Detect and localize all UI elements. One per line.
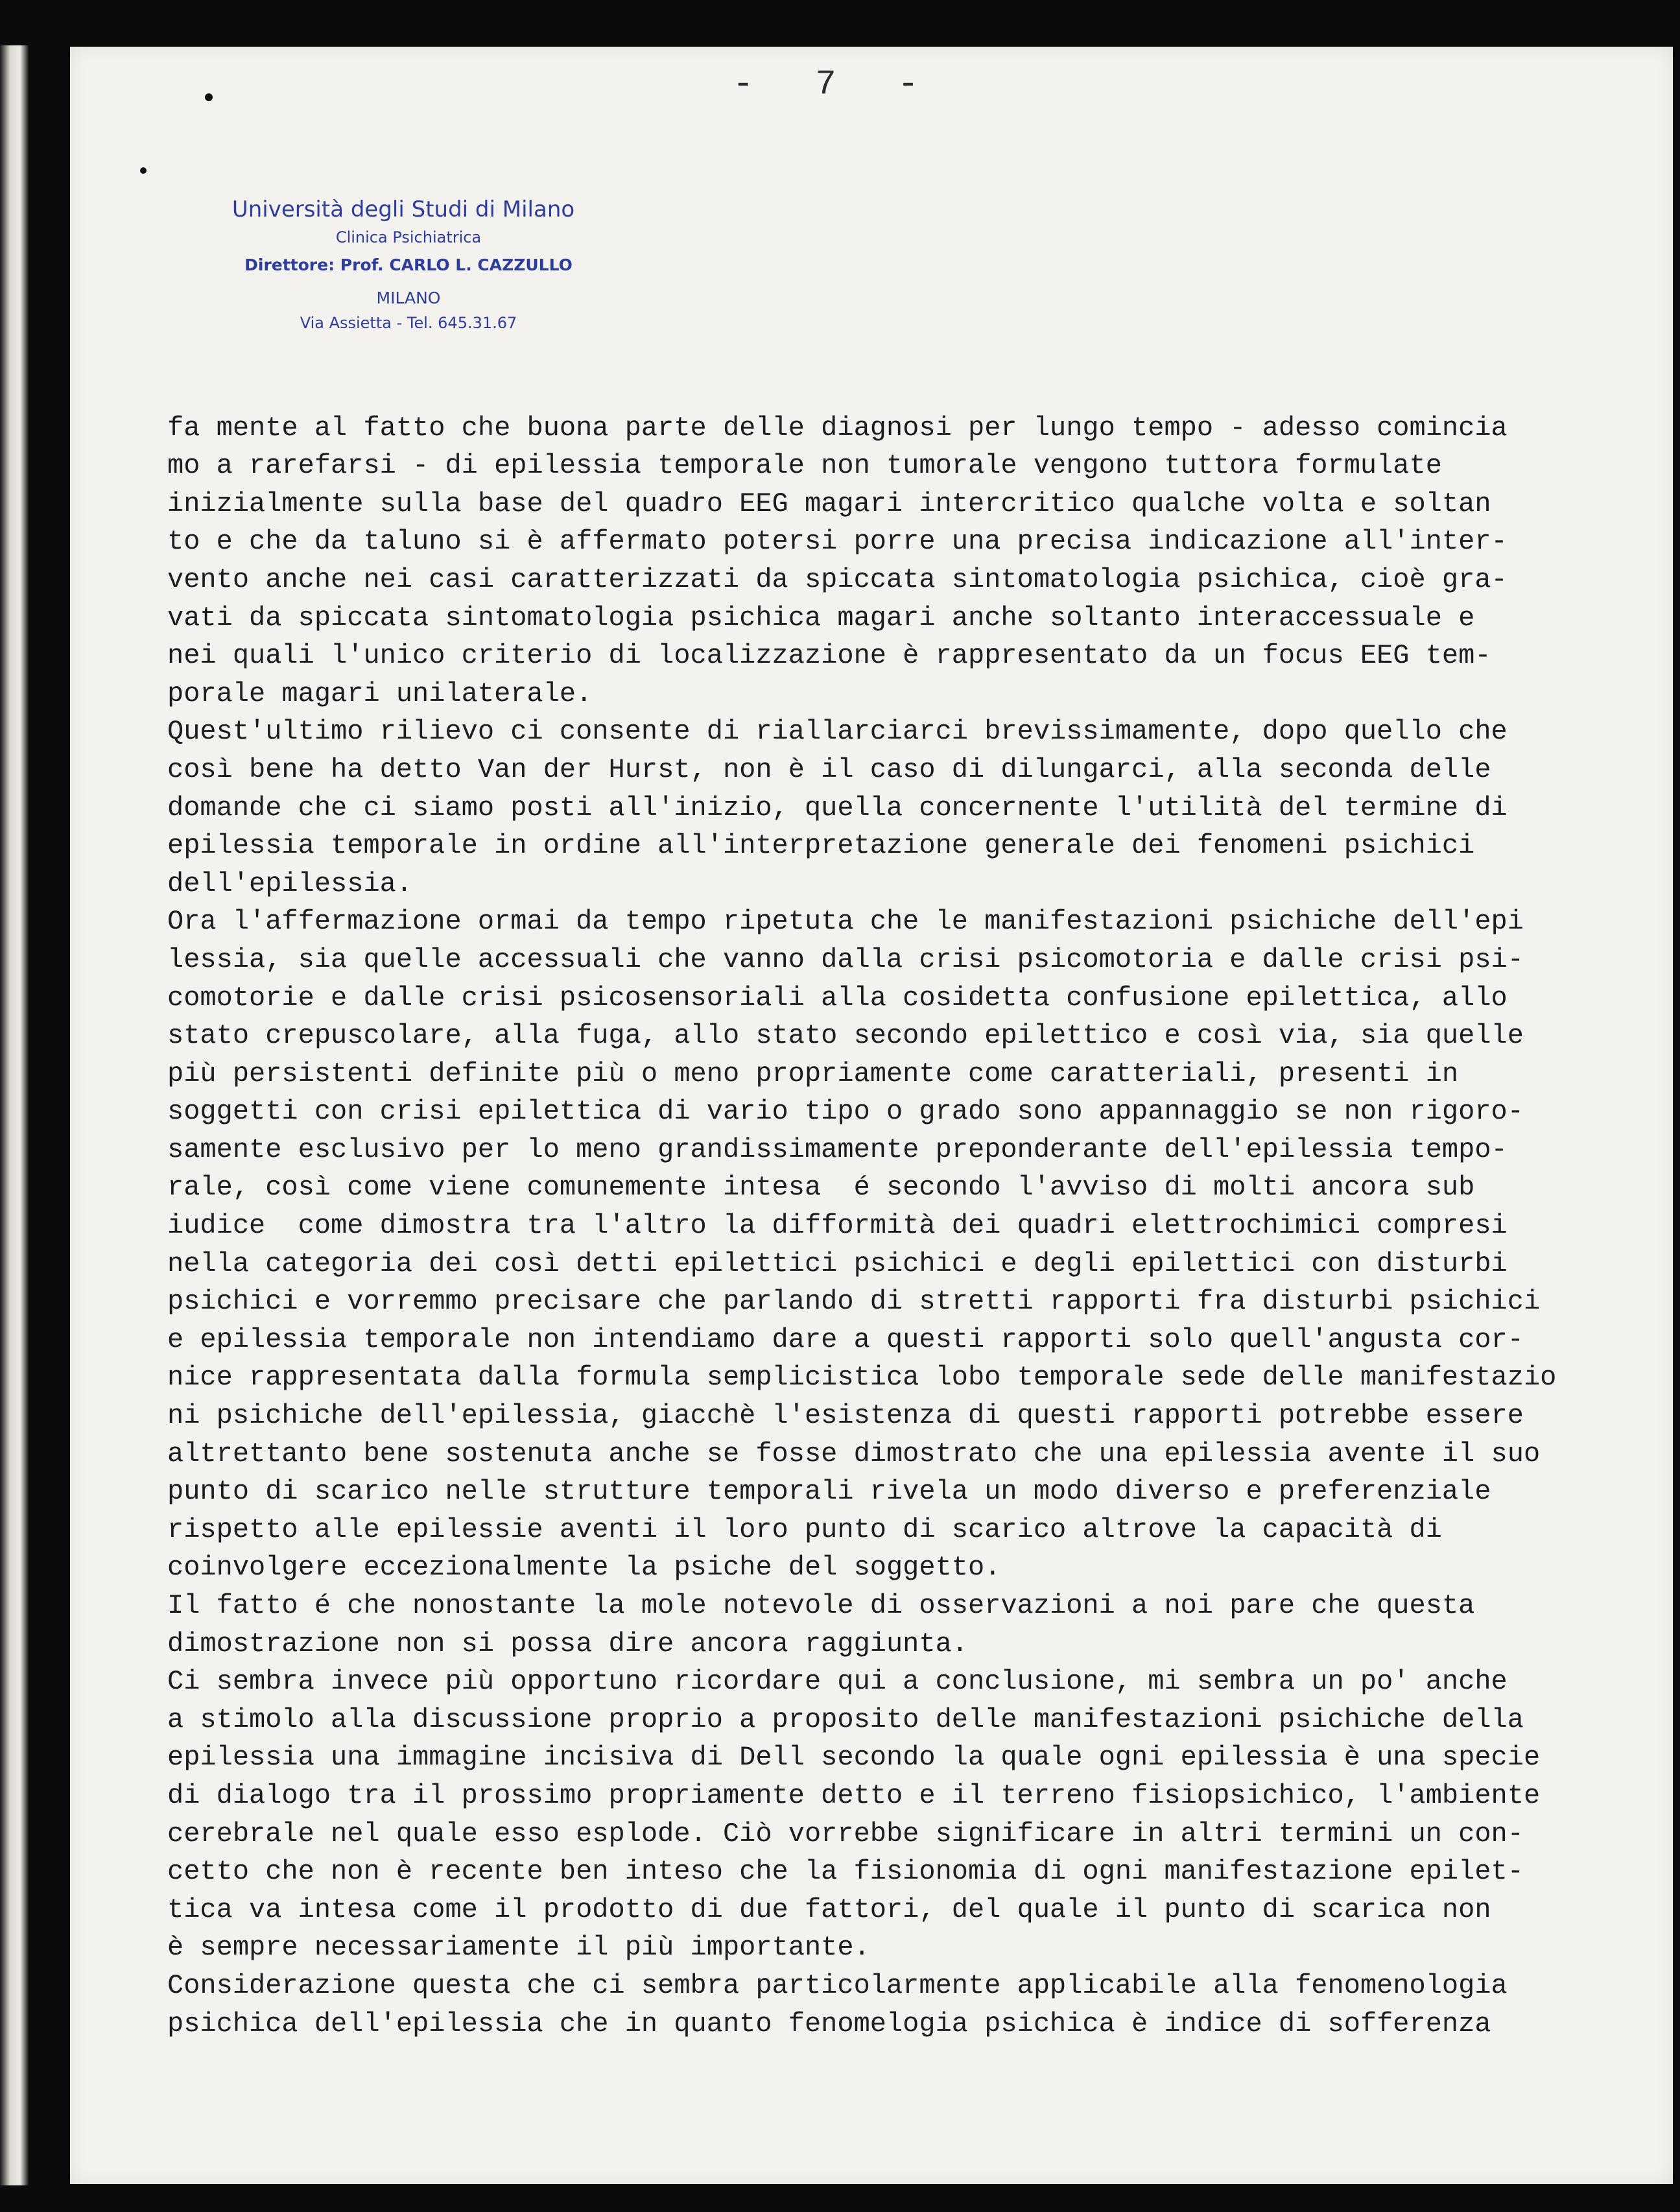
- text-line: porale magari unilaterale.: [167, 678, 593, 709]
- text-line: soggetti con crisi epilettica di vario tipo o grado sono appannaggio se non rigoro-: [167, 1096, 1524, 1128]
- text-line: tica va intesa come il prodotto di due fattori, del quale il punto di scarica non: [167, 1894, 1491, 1925]
- letterhead-city: MILANO: [376, 289, 441, 307]
- text-line: lessia, sia quelle accessuali che vanno dalla crisi psicomotoria e dalle crisi psi-: [167, 944, 1524, 975]
- text-line: punto di scarico nelle strutture temporali rivela un modo diverso e preferenziale: [167, 1476, 1491, 1508]
- text-line: inizialmente sulla base del quadro EEG magari intercritico qualche volta e soltan: [167, 488, 1491, 519]
- text-line: nei quali l'unico criterio di localizzazione è rappresentato da un focus EEG tem-: [167, 640, 1491, 672]
- text-line: altrettanto bene sostenuta anche se fosse dimostrato che una epilessia avente il suo: [167, 1438, 1541, 1469]
- text-line: stato crepuscolare, alla fuga, allo stato secondo epilettico e così via, sia quelle: [167, 1020, 1524, 1052]
- letterhead-clinic: Clinica Psichiatrica: [335, 228, 482, 246]
- text-line: di dialogo tra il prossimo propriamente detto e il terreno fisiopsichico, l'ambiente: [167, 1779, 1541, 1811]
- text-line: vati da spiccata sintomatologia psichica magari anche soltanto interaccessuale e: [167, 602, 1475, 634]
- page-number: - 7 -: [733, 65, 925, 104]
- text-line: dimostrazione non si possa dire ancora raggiunta.: [167, 1628, 969, 1659]
- text-line: a stimolo alla discussione proprio a proposito delle manifestazioni psichiche della: [167, 1704, 1524, 1735]
- text-line: epilessia temporale in ordine all'interpretazione generale dei fenomeni psichici: [167, 830, 1475, 862]
- text-line: fa mente al fatto che buona parte delle diagnosi per lungo tempo - adesso comincia: [167, 412, 1508, 444]
- text-line: samente esclusivo per lo meno grandissimamente preponderante dell'epilessia tempo-: [167, 1134, 1508, 1165]
- letterhead-address: Via Assietta - Tel. 645.31.67: [300, 314, 517, 332]
- text-line: Il fatto é che nonostante la mole notevole di osservazioni a noi pare che questa: [167, 1590, 1475, 1621]
- text-line: ni psichiche dell'epilessia, giacchè l'esistenza di questi rapporti potrebbe essere: [167, 1400, 1524, 1432]
- text-line: domande che ci siamo posti all'inizio, quella concernente l'utilità del termine di: [167, 792, 1508, 824]
- text-line: nella categoria dei così detti epilettici psichici e degli epilettici con disturbi: [167, 1248, 1508, 1279]
- text-line: coinvolgere eccezionalmente la psiche del soggetto.: [167, 1552, 1001, 1584]
- text-line: mo a rarefarsi - di epilessia temporale non tumorale vengono tuttora formulate: [167, 450, 1442, 482]
- text-line: vento anche nei casi caratterizzati da spiccata sintomatologia psichica, cioè gra-: [167, 564, 1508, 595]
- text-line: cerebrale nel quale esso esplode. Ciò vorrebbe significare in altri termini un con-: [167, 1818, 1524, 1849]
- adjacent-page-edge: [0, 45, 29, 2185]
- text-line: nice rappresentata dalla formula semplicistica lobo temporale sede delle manifestazio: [167, 1362, 1557, 1394]
- text-line: più persistenti definite più o meno propriamente come caratteriali, presenti in: [167, 1058, 1459, 1089]
- text-line: psichica dell'epilessia che in quanto fenomelogia psichica è indice di sofferenza: [167, 2008, 1491, 2040]
- document-body: [167, 371, 1594, 2043]
- text-line: così bene ha detto Van der Hurst, non è il caso di dilungarci, alla seconda delle: [167, 754, 1491, 785]
- letterhead-stamp: [227, 195, 590, 335]
- text-line: è sempre necessariamente il più importante.: [167, 1932, 870, 1964]
- text-line: to e che da taluno si è affermato potersi porre una precisa indicazione all'inter-: [167, 526, 1508, 558]
- text-line: rale, così come viene comunemente intesa é secondo l'avviso di molti ancora sub: [167, 1172, 1475, 1204]
- text-line: Ci sembra invece più opportuno ricordare qui a conclusione, mi sembra un po' anche: [167, 1666, 1508, 1698]
- text-line: cetto che non è recente ben inteso che la fisionomia di ogni manifestazione epilet-: [167, 1856, 1524, 1888]
- text-line: e epilessia temporale non intendiamo dare a questi rapporti solo quell'angusta cor-: [167, 1324, 1524, 1355]
- text-line: comotorie e dalle crisi psicosensoriali alla cosidetta confusione epilettica, allo: [167, 982, 1508, 1014]
- text-line: iudice come dimostra tra l'altro la difformità dei quadri elettrochimici compresi: [167, 1210, 1508, 1242]
- text-line: Ora l'affermazione ormai da tempo ripetuta che le manifestazioni psichiche dell'epi: [167, 906, 1524, 938]
- text-line: psichici e vorremmo precisare che parlando di stretti rapporti fra disturbi psichici: [167, 1286, 1541, 1318]
- text-line: dell'epilessia.: [167, 868, 413, 899]
- text-line: Considerazione questa che ci sembra particolarmente applicabile alla fenomenologia: [167, 1969, 1508, 2001]
- text-line: rispetto alle epilessie aventi il loro punto di scarico altrove la capacità di: [167, 1514, 1442, 1545]
- letterhead-director: Direttore: Prof. CARLO L. CAZZULLO: [244, 256, 573, 274]
- letterhead-university: Università degli Studi di Milano: [231, 196, 575, 222]
- punch-mark: [205, 93, 213, 101]
- text-line: epilessia una immagine incisiva di Dell secondo la quale ogni epilessia è una specie: [167, 1742, 1541, 1774]
- punch-mark: [140, 167, 147, 174]
- text-line: Quest'ultimo rilievo ci consente di riallarciarci brevissimamente, dopo quello che: [167, 716, 1508, 748]
